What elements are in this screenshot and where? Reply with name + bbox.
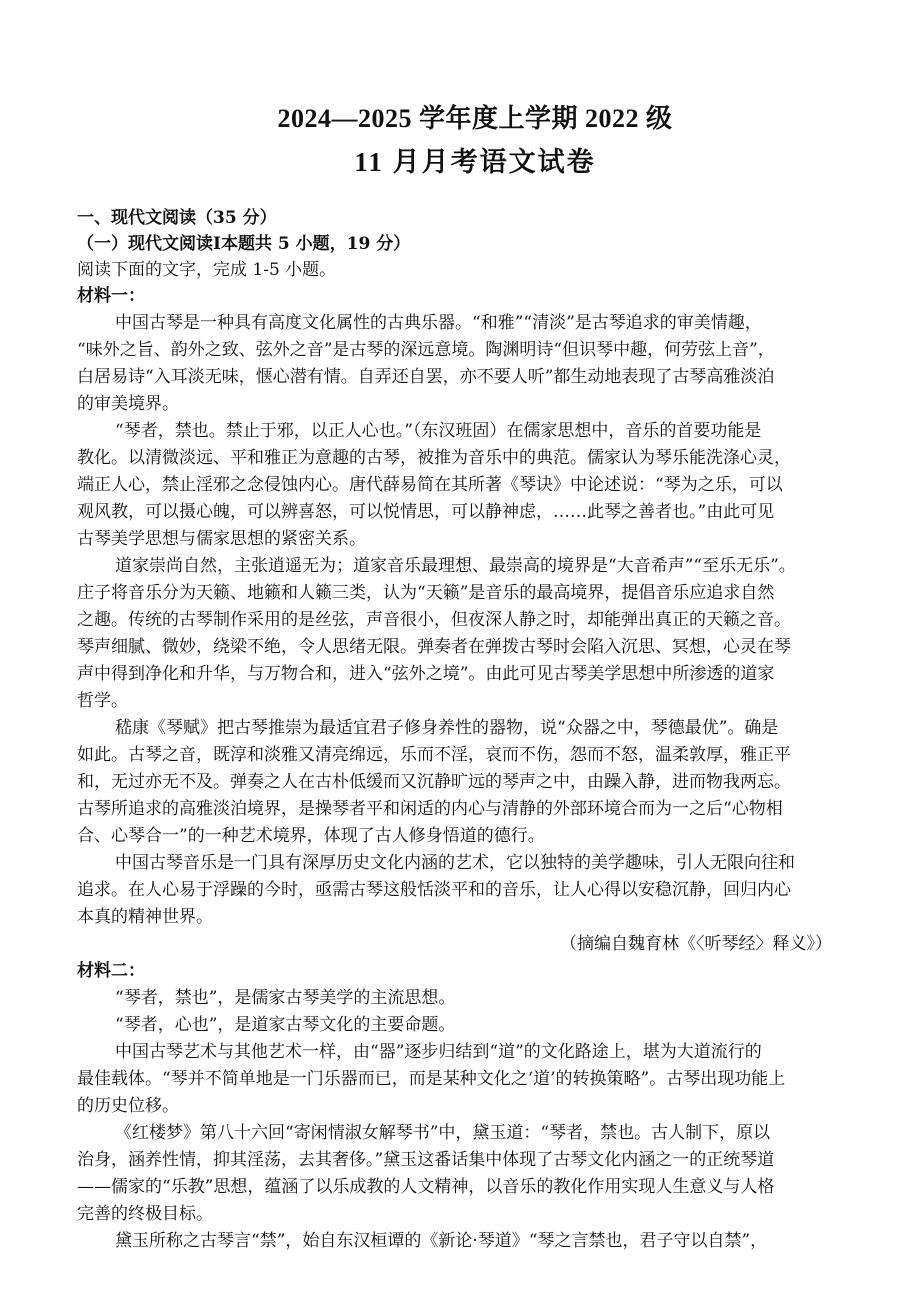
paragraph-line: 本真的精神世界。 [77, 907, 213, 927]
paragraph-line: “琴者，禁也。禁止于邪，以正人心也。”（东汉班固）在儒家思想中，音乐的首要功能是 [115, 421, 762, 441]
paragraph-line: 和，无过亦无不及。弹奏之人在古朴低缓而又沉静旷远的琴声之中，由躁入静，进而物我两忘。 [77, 772, 791, 792]
paragraph-line: 古琴美学思想与儒家思想的紧密关系。 [77, 529, 366, 549]
paragraph-line: 的审美境界。 [77, 394, 179, 414]
paragraph-line: 琴声细腻、微妙，绕梁不绝，令人思绪无限。弹奏者在弹拨古琴时会陷入沉思、冥想，心灵在琴 [77, 637, 791, 657]
paragraph-line: 白居易诗“入耳淡无味，惬心潜有情。自弄还自罢，亦不要人听”都生动地表现了古琴高雅淡泊 [77, 367, 775, 387]
paragraph-line: 《红楼梦》第八十六回“寄闲情淑女解琴书”中，黛玉道：“琴者，禁也。古人制下，原以 [115, 1123, 771, 1143]
paragraph-line: 之趣。传统的古琴制作采用的是丝弦，声音很小，但夜深人静之时，却能弹出真正的天籁之音。 [77, 610, 791, 630]
material1-source: （摘编自魏育林《〈听琴经〉释义》） [560, 934, 832, 954]
paragraph-line: 嵇康《琴赋》把古琴推崇为最适宜君子修身养性的器物，说“众器之中，琴德最优”。确是 [115, 718, 779, 738]
paragraph-line: 哲学。 [77, 691, 128, 711]
material2-label: 材料二： [77, 961, 145, 981]
paragraph-line: 治身，涵养性情，抑其淫荡，去其奢侈。”黛玉这番话集中体现了古琴文化内涵之一的正统琴道 [77, 1150, 775, 1170]
exam-title-line2: 11 月月考语文试卷 [354, 147, 596, 177]
paragraph-line: 追求。在人心易于浮躁的今时，亟需古琴这般恬淡平和的音乐，让人心得以安稳沉静，回归内心 [77, 880, 791, 900]
section-subheading: （一）现代文阅读Ⅰ本题共 5 小题，19 分） [77, 234, 411, 254]
paragraph-line: 中国古琴是一种具有高度文化属性的古典乐器。“和雅”“清淡”是古琴追求的审美情趣， [115, 313, 762, 333]
paragraph-line: 中国古琴艺术与其他艺术一样，由“器”逐步归结到“道”的文化路途上，堪为大道流行的 [115, 1042, 762, 1062]
material1-label: 材料一： [77, 286, 145, 306]
paragraph-line: 合、心琴合一”的一种艺术境界，体现了古人修身悟道的德行。 [77, 826, 545, 846]
section-heading: 一、现代文阅读（35 分） [77, 208, 277, 228]
paragraph-line: “琴者，禁也”，是儒家古琴美学的主流思想。 [115, 988, 456, 1008]
paragraph-line: “味外之旨、韵外之致、弦外之音”是古琴的深远意境。陶渊明诗“但识琴中趣，何劳弦上音”， [77, 340, 775, 360]
paragraph-line: 道家崇尚自然，主张逍遥无为；道家音乐最理想、最崇高的境界是“大音希声”“至乐无乐”。 [115, 556, 796, 576]
instruction-text: 阅读下面的文字，完成 1-5 小题。 [77, 260, 337, 280]
paragraph-line: 的历史位移。 [77, 1096, 179, 1116]
paragraph-line: 中国古琴音乐是一门具有深厚历史文化内涵的艺术，它以独特的美学趣味，引人无限向往和 [115, 853, 795, 873]
paragraph-line: 最佳载体。“琴并不简单地是一门乐器而已，而是某种文化之‘道’的转换策略”。古琴出现功能上 [77, 1069, 786, 1089]
paragraph-line: 声中得到净化和升华，与万物合和，进入“弦外之境”。由此可见古琴美学思想中所渗透的道家 [77, 664, 775, 684]
paragraph-line: 黛玉所称之古琴言“禁”，始自东汉桓谭的《新论·琴道》“琴之言禁也，君子守以自禁”， [115, 1231, 768, 1251]
paragraph-line: 古琴所追求的高雅淡泊境界，是操琴者平和闲适的内心与清静的外部环境合而为一之后“心物相 [77, 799, 783, 819]
paragraph-line: 端正人心，禁止淫邪之念侵蚀内心。唐代薛易简在其所著《琴诀》中论述说：“琴为之乐，可以 [77, 475, 783, 495]
paragraph-line: 教化。以清微淡远、平和雅正为意趣的古琴，被推为音乐中的典范。儒家认为琴乐能洗涤心灵， [77, 448, 791, 468]
exam-title-line1: 2024—2025 学年度上学期 2022 级 [277, 104, 673, 133]
paragraph-line: “琴者，心也”，是道家古琴文化的主要命题。 [115, 1015, 456, 1035]
paragraph-line: 庄子将音乐分为天籁、地籁和人籁三类，认为“天籁”是音乐的最高境界，提倡音乐应追求自然 [77, 583, 775, 603]
paragraph-line: 观风教，可以摄心魄，可以辨喜怒，可以悦情思，可以静神虑，……此琴之善者也。”由此可见 [77, 502, 775, 522]
paragraph-line: 如此。古琴之音，既淳和淡雅又清亮绵远，乐而不淫，哀而不伤，怨而不怒，温柔敦厚，雅正平 [77, 745, 791, 765]
paragraph-line: 完善的终极目标。 [77, 1204, 213, 1224]
paragraph-line: ——儒家的“乐教”思想，蕴涵了以乐成教的人文精神，以音乐的教化作用实现人生意义与人格 [77, 1177, 775, 1197]
